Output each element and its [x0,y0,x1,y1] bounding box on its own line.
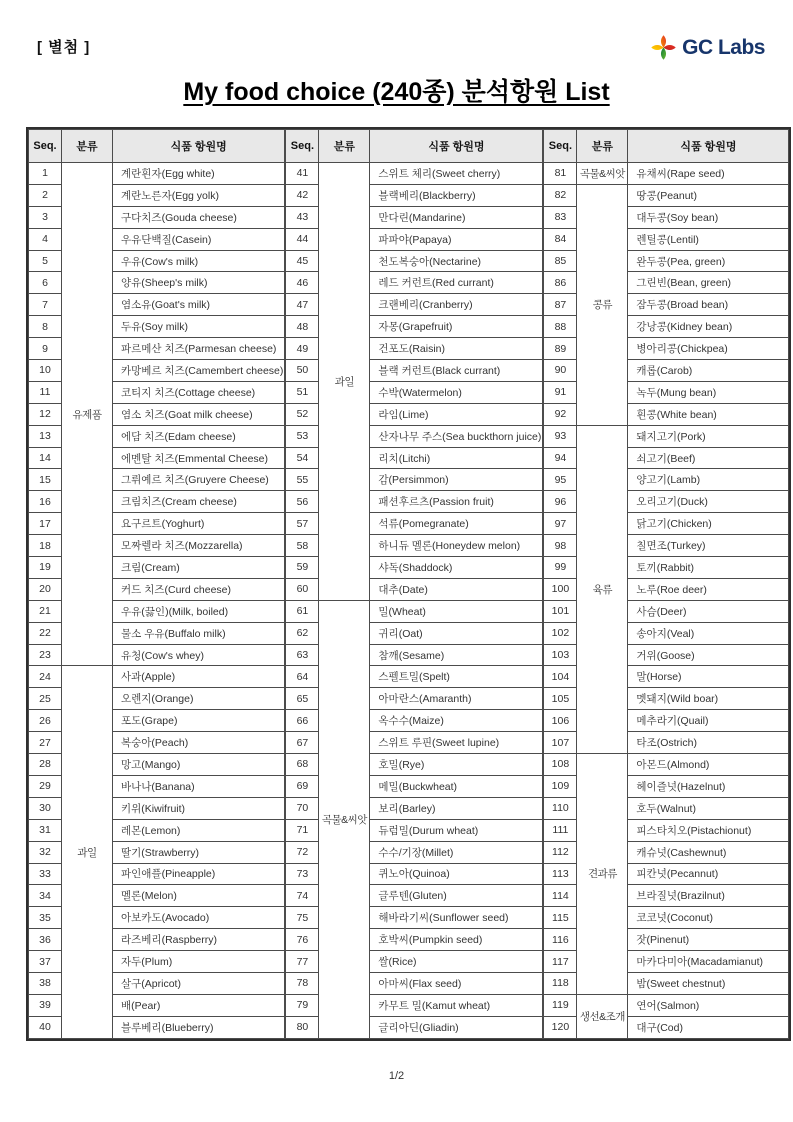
food-name-cell: 연어(Salmon) [628,994,789,1016]
seq-cell: 2 [29,184,62,206]
seq-cell: 84 [544,228,577,250]
page-title: My food choice (240종) 분석항원 List [183,78,610,106]
food-name-cell: 블루베리(Blueberry) [113,1016,285,1038]
food-name-cell: 거위(Goose) [628,644,789,666]
food-name-cell: 칠면조(Turkey) [628,535,789,557]
food-name-cell: 듀럼밀(Durum wheat) [370,819,543,841]
food-name-cell: 리치(Litchi) [370,447,543,469]
food-name-cell: 잣(Pinenut) [628,929,789,951]
seq-cell: 67 [286,732,319,754]
seq-cell: 79 [286,994,319,1016]
seq-cell: 63 [286,644,319,666]
table-row [544,425,789,447]
seq-cell: 52 [286,403,319,425]
seq-cell: 88 [544,316,577,338]
seq-cell: 117 [544,951,577,973]
seq-cell: 61 [286,600,319,622]
seq-cell: 45 [286,250,319,272]
seq-cell: 120 [544,1016,577,1038]
food-name-cell: 계란노른자(Egg yolk) [113,184,285,206]
food-name-cell: 에담 치즈(Edam cheese) [113,425,285,447]
food-name-cell: 우유(끓인)(Milk, boiled) [113,600,285,622]
seq-cell: 8 [29,316,62,338]
food-name-cell: 아몬드(Almond) [628,754,789,776]
seq-cell: 89 [544,338,577,360]
food-name-cell: 라즈베리(Raspberry) [113,929,285,951]
food-name-cell: 보리(Barley) [370,797,543,819]
food-name-cell: 스위트 체리(Sweet cherry) [370,163,543,185]
food-name-cell: 밤(Sweet chestnut) [628,972,789,994]
food-name-cell: 땅콩(Peanut) [628,184,789,206]
food-name-cell: 유채씨(Rape seed) [628,163,789,185]
food-name-cell: 양유(Sheep's milk) [113,272,285,294]
seq-cell: 32 [29,841,62,863]
seq-cell: 116 [544,929,577,951]
food-name-cell: 블랙 커런트(Black currant) [370,360,543,382]
food-name-cell: 글루텐(Gluten) [370,885,543,907]
seq-cell: 119 [544,994,577,1016]
food-name-cell: 녹두(Mung bean) [628,381,789,403]
seq-cell: 112 [544,841,577,863]
seq-cell: 62 [286,622,319,644]
table-row [286,163,543,185]
food-name-cell: 그뤼예르 치즈(Gruyere Cheese) [113,469,285,491]
seq-cell: 22 [29,622,62,644]
seq-cell: 85 [544,250,577,272]
food-name-cell: 염소유(Goat's milk) [113,294,285,316]
seq-cell: 31 [29,819,62,841]
seq-cell: 111 [544,819,577,841]
seq-cell: 17 [29,513,62,535]
food-name-cell: 완두콩(Pea, green) [628,250,789,272]
food-name-cell: 아마씨(Flax seed) [370,972,543,994]
food-name-cell: 코코넛(Coconut) [628,907,789,929]
table-row [29,666,285,688]
column-header-name: 식품 항원명 [628,130,789,163]
food-name-cell: 바나나(Banana) [113,775,285,797]
category-cell: 곡물&씨앗 [319,600,370,1038]
food-name-cell: 크랜베리(Cranberry) [370,294,543,316]
seq-cell: 107 [544,732,577,754]
food-name-cell: 산자나무 주스(Sea buckthorn juice) [370,425,543,447]
table-header [286,130,543,163]
seq-cell: 58 [286,535,319,557]
food-name-cell: 계란흰자(Egg white) [113,163,285,185]
seq-cell: 90 [544,360,577,382]
seq-cell: 68 [286,754,319,776]
food-name-cell: 귀리(Oat) [370,622,543,644]
food-name-cell: 캐롭(Carob) [628,360,789,382]
seq-cell: 83 [544,206,577,228]
seq-cell: 103 [544,644,577,666]
seq-cell: 86 [544,272,577,294]
food-name-cell: 석류(Pomegranate) [370,513,543,535]
food-name-cell: 포도(Grape) [113,710,285,732]
column-header-name: 식품 항원명 [113,130,285,163]
food-name-cell: 돼지고기(Pork) [628,425,789,447]
food-name-cell: 쇠고기(Beef) [628,447,789,469]
gclabs-logo-text: GC Labs [682,35,765,59]
seq-cell: 40 [29,1016,62,1038]
food-name-cell: 코티지 치즈(Cottage cheese) [113,381,285,403]
header-row [544,130,789,163]
food-name-cell: 타조(Ostrich) [628,732,789,754]
food-name-cell: 우유(Cow's milk) [113,250,285,272]
food-name-cell: 메추라기(Quail) [628,710,789,732]
table-body [544,163,789,1039]
food-antigen-table [26,127,791,1041]
seq-cell: 105 [544,688,577,710]
food-name-cell: 만다린(Mandarine) [370,206,543,228]
seq-cell: 101 [544,600,577,622]
seq-cell: 57 [286,513,319,535]
seq-cell: 1 [29,163,62,185]
food-name-cell: 피칸넛(Pecannut) [628,863,789,885]
seq-cell: 14 [29,447,62,469]
food-name-cell: 아보카도(Avocado) [113,907,285,929]
category-cell: 과일 [62,666,113,1038]
seq-cell: 94 [544,447,577,469]
seq-cell: 65 [286,688,319,710]
seq-cell: 23 [29,644,62,666]
seq-cell: 104 [544,666,577,688]
column-header-cat: 분류 [319,130,370,163]
food-name-cell: 레드 커런트(Red currant) [370,272,543,294]
food-name-cell: 패션후르츠(Passion fruit) [370,491,543,513]
seq-cell: 55 [286,469,319,491]
food-name-cell: 물소 우유(Buffalo milk) [113,622,285,644]
antigen-table-group-2 [285,129,543,1039]
seq-cell: 97 [544,513,577,535]
page-number: 1/2 [388,1070,405,1082]
seq-cell: 70 [286,797,319,819]
seq-cell: 87 [544,294,577,316]
seq-cell: 29 [29,775,62,797]
seq-cell: 25 [29,688,62,710]
category-cell: 콩류 [577,184,628,425]
seq-cell: 98 [544,535,577,557]
food-name-cell: 대두콩(Soy bean) [628,206,789,228]
food-name-cell: 스펠트밀(Spelt) [370,666,543,688]
food-name-cell: 마카다미아(Macadamianut) [628,951,789,973]
food-name-cell: 노루(Roe deer) [628,578,789,600]
food-name-cell: 딸기(Strawberry) [113,841,285,863]
seq-cell: 96 [544,491,577,513]
seq-cell: 115 [544,907,577,929]
column-header-seq: Seq. [29,130,62,163]
food-name-cell: 브라질넛(Brazilnut) [628,885,789,907]
food-name-cell: 천도복숭아(Nectarine) [370,250,543,272]
seq-cell: 49 [286,338,319,360]
seq-cell: 114 [544,885,577,907]
seq-cell: 56 [286,491,319,513]
food-name-cell: 우유단백질(Casein) [113,228,285,250]
category-cell: 견과류 [577,754,628,995]
seq-cell: 27 [29,732,62,754]
food-name-cell: 스위트 루핀(Sweet lupine) [370,732,543,754]
food-name-cell: 요구르트(Yoghurt) [113,513,285,535]
seq-cell: 81 [544,163,577,185]
table-row [544,994,789,1016]
seq-cell: 41 [286,163,319,185]
column-header-seq: Seq. [544,130,577,163]
seq-cell: 93 [544,425,577,447]
seq-cell: 43 [286,206,319,228]
food-name-cell: 메밀(Buckwheat) [370,775,543,797]
table-row [29,163,285,185]
food-name-cell: 옥수수(Maize) [370,710,543,732]
food-name-cell: 참깨(Sesame) [370,644,543,666]
column-header-cat: 분류 [62,130,113,163]
column-header-seq: Seq. [286,130,319,163]
table-row [544,163,789,185]
food-name-cell: 피스타치오(Pistachionut) [628,819,789,841]
food-name-cell: 배(Pear) [113,994,285,1016]
food-name-cell: 파파야(Papaya) [370,228,543,250]
seq-cell: 28 [29,754,62,776]
seq-cell: 5 [29,250,62,272]
food-name-cell: 사과(Apple) [113,666,285,688]
food-name-cell: 대추(Date) [370,578,543,600]
seq-cell: 54 [286,447,319,469]
food-name-cell: 쌀(Rice) [370,951,543,973]
food-name-cell: 양고기(Lamb) [628,469,789,491]
seq-cell: 34 [29,885,62,907]
food-name-cell: 잠두콩(Broad bean) [628,294,789,316]
table-row [544,754,789,776]
seq-cell: 50 [286,360,319,382]
seq-cell: 9 [29,338,62,360]
food-name-cell: 송아지(Veal) [628,622,789,644]
food-name-cell: 병아리콩(Chickpea) [628,338,789,360]
seq-cell: 59 [286,557,319,579]
seq-cell: 77 [286,951,319,973]
antigen-table-group-1 [28,129,285,1039]
table-row [544,184,789,206]
seq-cell: 4 [29,228,62,250]
food-name-cell: 구다치즈(Gouda cheese) [113,206,285,228]
food-name-cell: 자두(Plum) [113,951,285,973]
seq-cell: 47 [286,294,319,316]
food-name-cell: 아마란스(Amaranth) [370,688,543,710]
seq-cell: 46 [286,272,319,294]
food-name-cell: 크림(Cream) [113,557,285,579]
food-name-cell: 자몽(Grapefruit) [370,316,543,338]
food-name-cell: 두유(Soy milk) [113,316,285,338]
food-name-cell: 렌틸콩(Lentil) [628,228,789,250]
gclabs-cross-icon [650,34,677,61]
food-name-cell: 글리아딘(Gliadin) [370,1016,543,1038]
seq-cell: 71 [286,819,319,841]
seq-cell: 16 [29,491,62,513]
food-name-cell: 카망베르 치즈(Camembert cheese) [113,360,285,382]
food-name-cell: 퀴노아(Quinoa) [370,863,543,885]
food-name-cell: 강낭콩(Kidney bean) [628,316,789,338]
table-body [286,163,543,1039]
seq-cell: 6 [29,272,62,294]
food-name-cell: 파인애플(Pineapple) [113,863,285,885]
column-header-cat: 분류 [577,130,628,163]
seq-cell: 92 [544,403,577,425]
seq-cell: 91 [544,381,577,403]
seq-cell: 69 [286,775,319,797]
seq-cell: 82 [544,184,577,206]
seq-cell: 118 [544,972,577,994]
food-name-cell: 수수/기장(Millet) [370,841,543,863]
food-name-cell: 호박씨(Pumpkin seed) [370,929,543,951]
seq-cell: 113 [544,863,577,885]
seq-cell: 12 [29,403,62,425]
table-header [544,130,789,163]
seq-cell: 106 [544,710,577,732]
seq-cell: 95 [544,469,577,491]
food-name-cell: 감(Persimmon) [370,469,543,491]
header-row [286,130,543,163]
seq-cell: 11 [29,381,62,403]
seq-cell: 99 [544,557,577,579]
seq-cell: 72 [286,841,319,863]
food-name-cell: 말(Horse) [628,666,789,688]
food-name-cell: 살구(Apricot) [113,972,285,994]
seq-cell: 74 [286,885,319,907]
seq-cell: 48 [286,316,319,338]
seq-cell: 60 [286,578,319,600]
food-name-cell: 토끼(Rabbit) [628,557,789,579]
category-cell: 과일 [319,163,370,601]
food-name-cell: 멜론(Melon) [113,885,285,907]
food-name-cell: 모짜렐라 치즈(Mozzarella) [113,535,285,557]
food-name-cell: 키위(Kiwifruit) [113,797,285,819]
seq-cell: 42 [286,184,319,206]
seq-cell: 33 [29,863,62,885]
food-name-cell: 염소 치즈(Goat milk cheese) [113,403,285,425]
food-name-cell: 멧돼지(Wild boar) [628,688,789,710]
seq-cell: 38 [29,972,62,994]
food-name-cell: 샤독(Shaddock) [370,557,543,579]
seq-cell: 53 [286,425,319,447]
seq-cell: 35 [29,907,62,929]
category-cell: 육류 [577,425,628,753]
food-name-cell: 흰콩(White bean) [628,403,789,425]
seq-cell: 39 [29,994,62,1016]
food-name-cell: 오리고기(Duck) [628,491,789,513]
seq-cell: 44 [286,228,319,250]
seq-cell: 109 [544,775,577,797]
food-name-cell: 에멘탈 치즈(Emmental Cheese) [113,447,285,469]
food-name-cell: 캐슈넛(Cashewnut) [628,841,789,863]
food-name-cell: 호밀(Rye) [370,754,543,776]
seq-cell: 73 [286,863,319,885]
food-name-cell: 밀(Wheat) [370,600,543,622]
column-header-name: 식품 항원명 [370,130,543,163]
seq-cell: 102 [544,622,577,644]
seq-cell: 24 [29,666,62,688]
seq-cell: 15 [29,469,62,491]
seq-cell: 51 [286,381,319,403]
food-name-cell: 레몬(Lemon) [113,819,285,841]
seq-cell: 76 [286,929,319,951]
attachment-label: [ 별첨 ] [37,39,91,56]
seq-cell: 20 [29,578,62,600]
seq-cell: 66 [286,710,319,732]
category-cell: 유제품 [62,163,113,666]
seq-cell: 21 [29,600,62,622]
food-name-cell: 사슴(Deer) [628,600,789,622]
seq-cell: 80 [286,1016,319,1038]
seq-cell: 36 [29,929,62,951]
table-row [286,600,543,622]
seq-cell: 19 [29,557,62,579]
food-name-cell: 그린빈(Bean, green) [628,272,789,294]
food-name-cell: 복숭아(Peach) [113,732,285,754]
seq-cell: 26 [29,710,62,732]
food-name-cell: 라임(Lime) [370,403,543,425]
food-name-cell: 망고(Mango) [113,754,285,776]
seq-cell: 108 [544,754,577,776]
seq-cell: 64 [286,666,319,688]
seq-cell: 30 [29,797,62,819]
seq-cell: 78 [286,972,319,994]
seq-cell: 10 [29,360,62,382]
antigen-table-group-3 [543,129,789,1039]
food-name-cell: 호두(Walnut) [628,797,789,819]
food-name-cell: 카무트 밀(Kamut wheat) [370,994,543,1016]
table-body [29,163,285,1039]
seq-cell: 75 [286,907,319,929]
food-name-cell: 크림치즈(Cream cheese) [113,491,285,513]
food-name-cell: 닭고기(Chicken) [628,513,789,535]
seq-cell: 110 [544,797,577,819]
food-name-cell: 유청(Cow's whey) [113,644,285,666]
seq-cell: 13 [29,425,62,447]
food-name-cell: 파르메산 치즈(Parmesan cheese) [113,338,285,360]
gclabs-logo [650,34,765,61]
food-name-cell: 커드 치즈(Curd cheese) [113,578,285,600]
food-name-cell: 블랙베리(Blackberry) [370,184,543,206]
seq-cell: 37 [29,951,62,973]
food-name-cell: 하니듀 멜론(Honeydew melon) [370,535,543,557]
food-name-cell: 건포도(Raisin) [370,338,543,360]
seq-cell: 7 [29,294,62,316]
table-header [29,130,285,163]
header-row [29,130,285,163]
food-name-cell: 헤이즐넛(Hazelnut) [628,775,789,797]
food-name-cell: 수박(Watermelon) [370,381,543,403]
category-cell: 생선&조개 [577,994,628,1038]
seq-cell: 18 [29,535,62,557]
food-name-cell: 대구(Cod) [628,1016,789,1038]
food-name-cell: 오렌지(Orange) [113,688,285,710]
food-name-cell: 해바라기씨(Sunflower seed) [370,907,543,929]
category-cell: 곡물&씨앗 [577,163,628,185]
seq-cell: 3 [29,206,62,228]
seq-cell: 100 [544,578,577,600]
